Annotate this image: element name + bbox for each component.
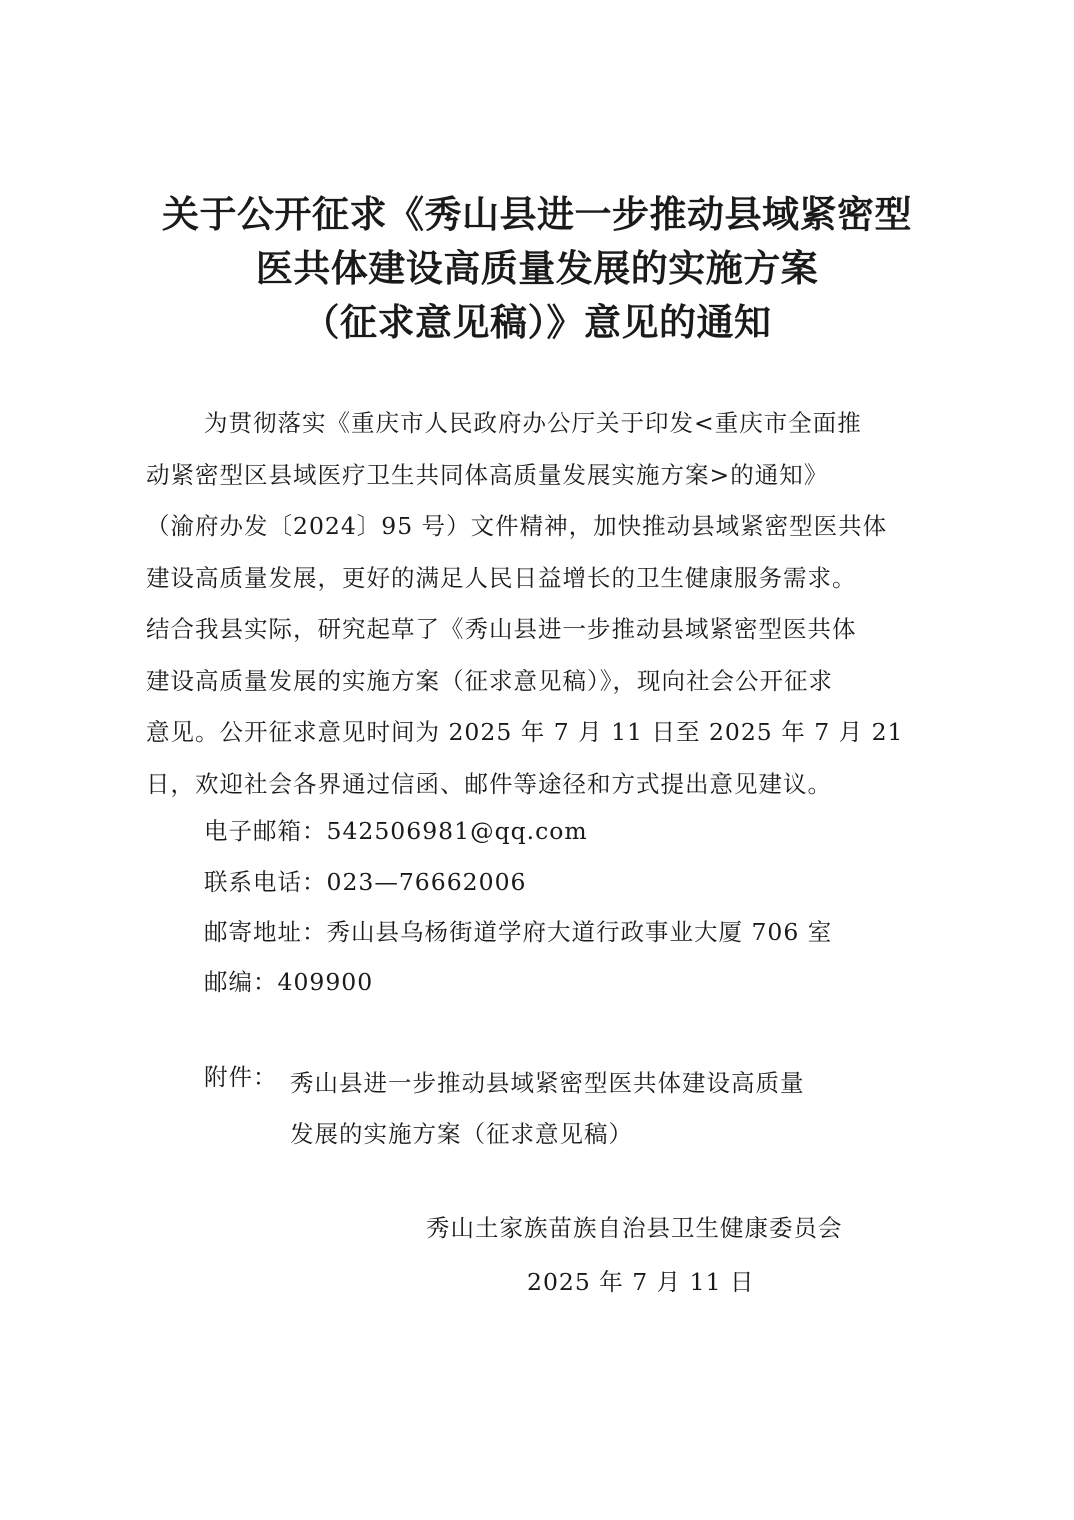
- document-title: [100, 188, 974, 350]
- attachment-line-1: 秀山县进一步推动县域紧密型医共体建设高质量: [290, 1069, 805, 1097]
- body-line: 日，欢迎社会各界通过信函、邮件等途径和方式提出意见建议。: [146, 769, 832, 798]
- attachment-title: [290, 1058, 805, 1160]
- body-line: 意见。公开征求意见时间为 2025 年 7 月 11 日至 2025 年 7 月 21: [146, 718, 904, 746]
- contact-email: 电子邮箱：542506981@qq.com: [204, 817, 588, 845]
- body-line: （渝府办发〔2024〕95 号）文件精神，加快推动县域紧密型医共体: [146, 512, 888, 540]
- contact-phone: 联系电话：023—76662006: [204, 868, 527, 896]
- body-line: 为贯彻落实《重庆市人民政府办公厅关于印发<重庆市全面推: [204, 409, 862, 437]
- attachment-line-2: 发展的实施方案（征求意见稿）: [290, 1120, 633, 1148]
- body-line: 结合我县实际，研究起草了《秀山县进一步推动县域紧密型医共体: [146, 615, 857, 643]
- contact-postcode: 邮编：409900: [204, 968, 374, 996]
- title-line-1: 关于公开征求《秀山县进一步推动县域紧密型: [162, 193, 912, 236]
- signature-date: 2025 年 7 月 11 日: [527, 1268, 755, 1296]
- body-line: 动紧密型区县域医疗卫生共同体高质量发展实施方案>的通知》: [146, 460, 829, 489]
- contact-address: 邮寄地址：秀山县乌杨街道学府大道行政事业大厦 706 室: [204, 918, 833, 946]
- body-paragraph: [146, 398, 946, 810]
- body-line: 建设高质量发展的实施方案（征求意见稿）》，现向社会公开征求: [146, 666, 833, 695]
- body-line: 建设高质量发展，更好的满足人民日益增长的卫生健康服务需求。: [146, 563, 857, 592]
- signature-organization: 秀山土家族苗族自治县卫生健康委员会: [426, 1214, 843, 1242]
- title-line-3: （征求意见稿）》意见的通知: [302, 301, 772, 344]
- attachment-label: 附件：: [204, 1063, 278, 1091]
- title-line-2: 医共体建设高质量发展的实施方案: [255, 247, 819, 290]
